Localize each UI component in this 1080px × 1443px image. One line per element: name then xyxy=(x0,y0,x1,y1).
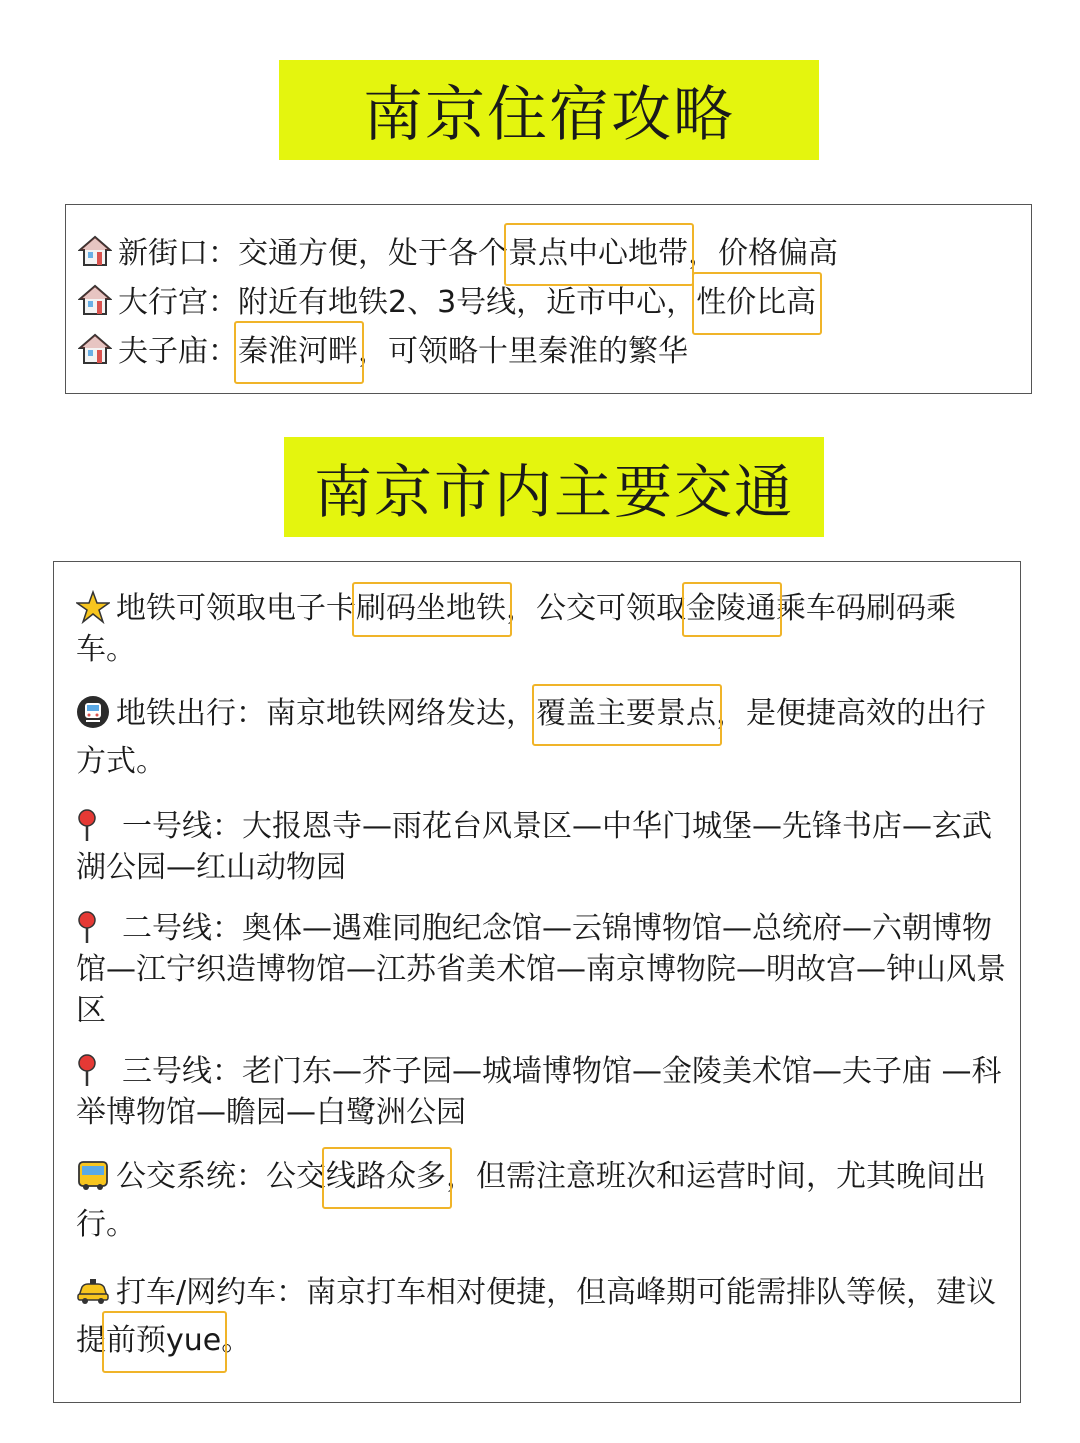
accommodation-card xyxy=(65,204,1032,394)
highlight: 刷码坐地铁 xyxy=(356,588,506,629)
house-icon xyxy=(78,283,112,317)
page-title-transport xyxy=(284,437,824,537)
metro-line-2: 二号线：奥体—遇难同胞纪念馆—云锦博物馆—总统府—六朝博物馆—江宁织造博物馆—江苏省美术馆—南京博物院—明故宫—钟山风景区 xyxy=(76,911,1006,1028)
list-item: 新街口：交通方便，处于各个 景点中心地带 ，价格偏高 xyxy=(78,229,1021,278)
list-item: 夫子庙： 秦淮河畔 ，可领略十里秦淮的繁华 xyxy=(78,327,1021,376)
taxi-tip: 打车/网约车：南京打车相对便捷，但高峰期可能需排队等候，建议提前预yue。 xyxy=(76,1269,1006,1365)
bus-icon xyxy=(76,1158,110,1192)
house-icon xyxy=(78,234,112,268)
highlight: 性价比高 xyxy=(696,278,816,327)
metro-line-3: 三号线：老门东—芥子园—城墙博物馆—金陵美术馆—夫子庙 —科举博物馆—瞻园—白鹭洲公园 xyxy=(76,1054,1002,1130)
highlight: 前预yue xyxy=(106,1317,221,1365)
pin-icon xyxy=(76,910,98,944)
highlight: 景点中心地带 xyxy=(508,229,688,278)
metro-line-1: 一号线：大报恩寺—雨花台风景区—中华门城堡—先锋书店—玄武湖公园—红山动物园 xyxy=(76,809,992,885)
metro-card-tip: 地铁可领取电子卡刷码坐地铁，公交可领取金陵通乘车码刷码乘车。 xyxy=(76,588,1006,670)
highlight: 覆盖主要景点 xyxy=(536,690,716,738)
house-icon xyxy=(78,332,112,366)
metro-intro: 地铁出行：南京地铁网络发达，覆盖主要景点，是便捷高效的出行方式。 xyxy=(76,690,1006,786)
star-icon xyxy=(76,590,110,624)
highlight: 金陵通 xyxy=(686,588,776,629)
title-text: 南京住宿攻略 xyxy=(363,80,735,150)
taxi-icon xyxy=(76,1274,110,1308)
page-title-accommodation xyxy=(279,60,819,160)
pin-icon xyxy=(76,1053,98,1087)
highlight: 线路众多 xyxy=(326,1153,446,1201)
highlight: 秦淮河畔 xyxy=(238,327,358,376)
bus-system: 公交系统：公交线路众多，但需注意班次和运营时间，尤其晚间出行。 xyxy=(76,1153,1006,1249)
transport-card xyxy=(53,561,1021,1403)
list-item: 大行宫：附近有地铁2、3号线，近市中心， 性价比高 xyxy=(78,278,1021,327)
pin-icon xyxy=(76,808,98,842)
title-text: 南京市内主要交通 xyxy=(313,458,794,526)
metro-icon xyxy=(76,695,110,729)
